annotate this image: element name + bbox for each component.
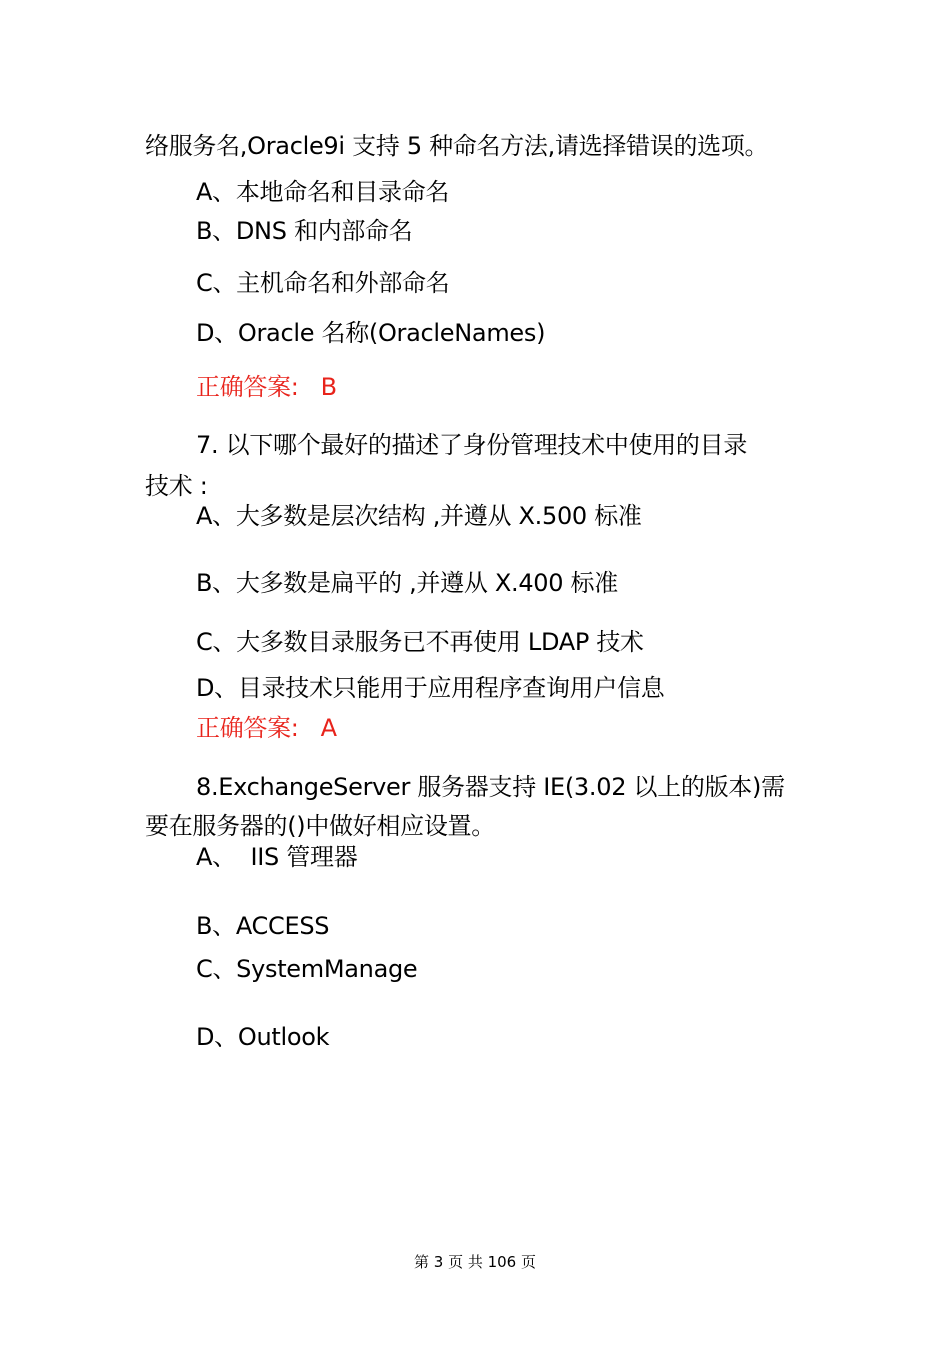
question-6-answer: 正确答案: B: [196, 373, 337, 401]
question-7-stem-line2: 技术 :: [145, 472, 208, 500]
question-8-stem-line2: 要在服务器的()中做好相应设置。: [145, 812, 495, 840]
question-6-option-c: C、主机命名和外部命名: [196, 269, 450, 297]
question-7-option-b: B、大多数是扁平的 ,并遵从 X.400 标准: [196, 569, 618, 597]
question-6-option-b: B、DNS 和内部命名: [196, 217, 413, 245]
question-6-stem-tail: 络服务名,Oracle9i 支持 5 种命名方法,请选择错误的选项。: [145, 132, 769, 160]
question-8-option-b: B、ACCESS: [196, 912, 330, 940]
question-8-option-c: C、SystemManage: [196, 955, 418, 983]
question-6-option-a: A、本地命名和目录命名: [196, 178, 450, 206]
question-7-option-d: D、目录技术只能用于应用程序查询用户信息: [196, 674, 665, 702]
question-8-stem-line1: 8.ExchangeServer 服务器支持 IE(3.02 以上的版本)需: [196, 773, 785, 801]
question-7-option-c: C、大多数目录服务已不再使用 LDAP 技术: [196, 628, 644, 656]
question-8-option-d: D、Outlook: [196, 1023, 330, 1051]
question-6-option-d: D、Oracle 名称(OracleNames): [196, 319, 546, 347]
question-7-option-a: A、大多数是层次结构 ,并遵从 X.500 标准: [196, 502, 642, 530]
question-8-option-a: A、 IIS 管理器: [196, 843, 358, 871]
question-7-answer: 正确答案: A: [196, 714, 337, 742]
question-7-stem-line1: 7. 以下哪个最好的描述了身份管理技术中使用的目录: [196, 431, 748, 459]
page-number-footer: 第 3 页 共 106 页: [413, 1253, 536, 1271]
